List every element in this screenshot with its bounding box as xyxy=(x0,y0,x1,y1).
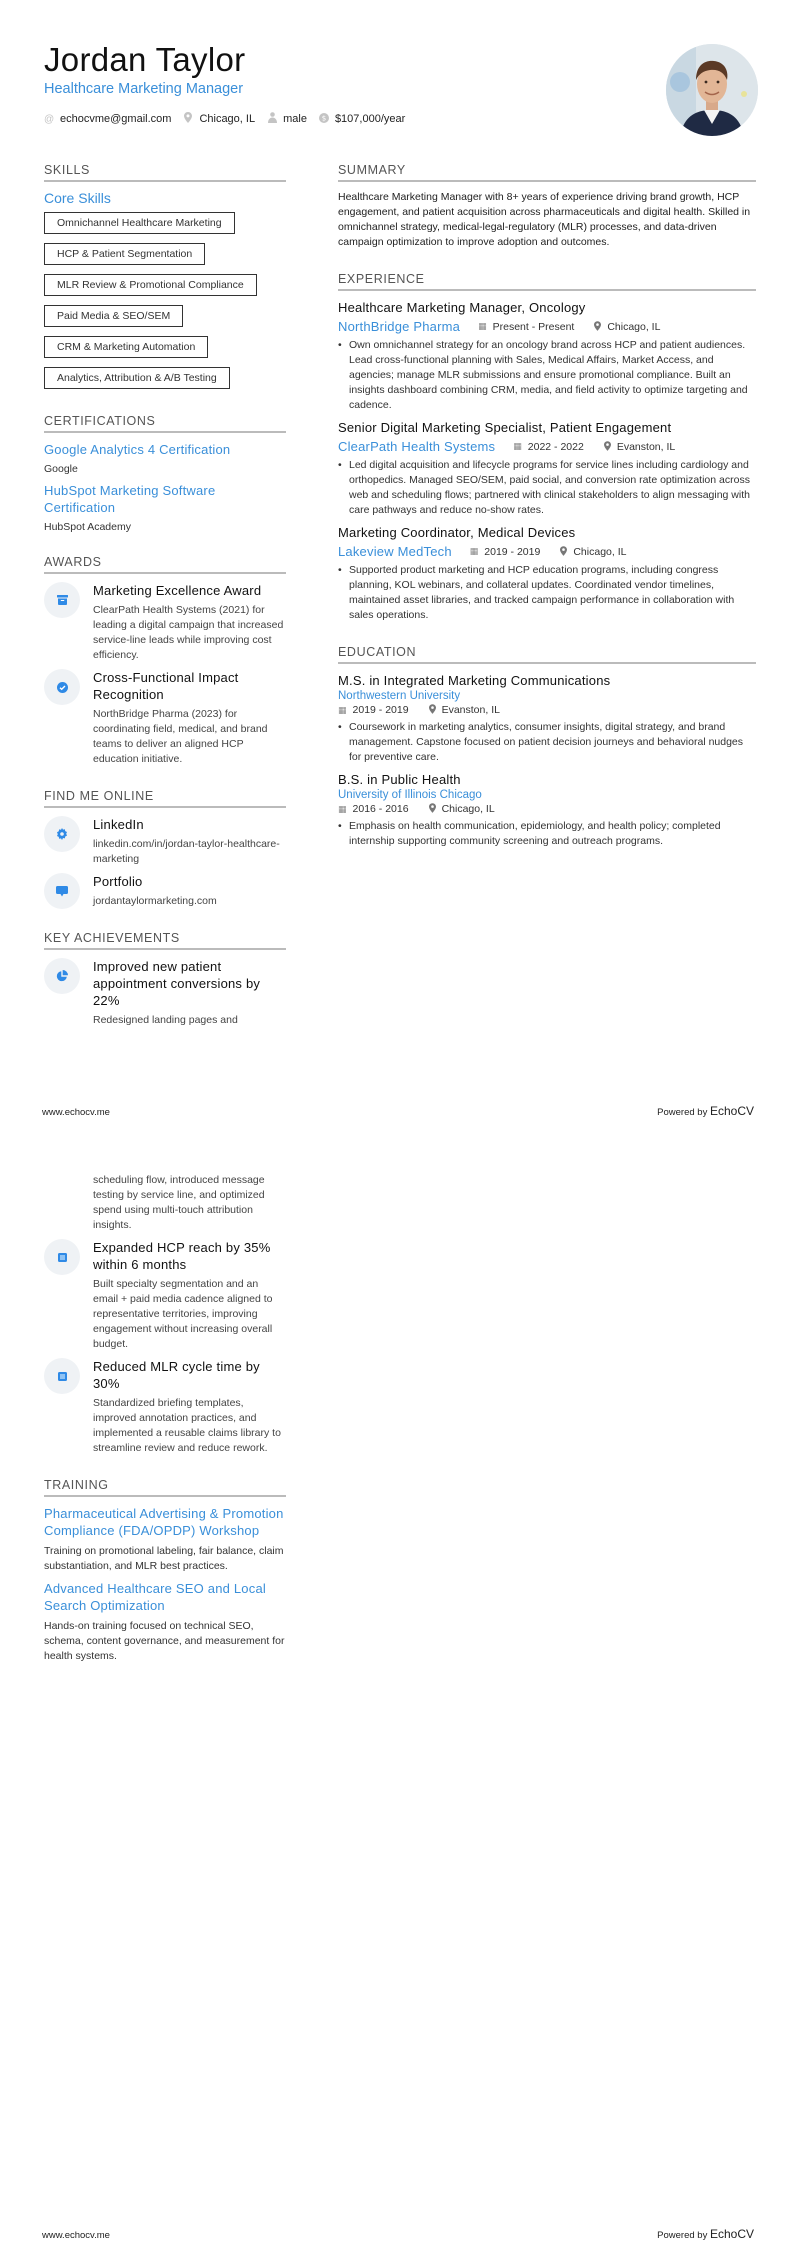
footer-brand[interactable]: EchoCV xyxy=(709,2227,754,2241)
edu-location: Evanston, IL xyxy=(441,704,500,716)
section-title-education: EDUCATION xyxy=(338,645,756,664)
training-name: Pharmaceutical Advertising & Promotion Compliance (FDA/OPDP) Workshop xyxy=(44,1506,284,1538)
certification-issuer: Google xyxy=(44,463,78,475)
job-title: Senior Digital Marketing Specialist, Patient Engagement xyxy=(338,420,672,435)
award-desc: NorthBridge Pharma (2023) for coordinating field, medical, and brand teams to deliver an aligned HCP education initiative. xyxy=(93,708,268,765)
company-name: NorthBridge Pharma xyxy=(338,319,461,334)
achievement-item-continued xyxy=(44,1173,286,1233)
certifications-section xyxy=(44,414,286,533)
achievement-desc: Redesigned landing pages and xyxy=(93,1014,238,1026)
job-location: Evanston, IL xyxy=(616,440,676,453)
at-icon: @ xyxy=(44,113,55,125)
calendar-icon: ▦ xyxy=(469,546,479,556)
certification-name: Google Analytics 4 Certification xyxy=(44,442,231,457)
skill-tag: Omnichannel Healthcare Marketing xyxy=(44,212,235,234)
job-description: Led digital acquisition and lifecycle programs for service lines including cardiology and orthopedics. Managed SEO/SEM, paid social, and conversion rate optimization across web and scheduling flows; partnered with clinical stakeholders to align messaging with care pathways and reduce no-show rates. xyxy=(349,459,750,516)
achievement-title: Reduced MLR cycle time by 30% xyxy=(93,1359,260,1391)
online-item-linkedin[interactable] xyxy=(44,816,286,867)
achievement-item xyxy=(44,958,286,1028)
education-item xyxy=(338,771,756,849)
achievement-desc: Standardized briefing templates, improved annotation practices, and implemented a reusable claims library to streamline review and reduce rework. xyxy=(93,1397,281,1454)
award-title: Cross-Functional Impact Recognition xyxy=(93,670,239,702)
section-title-training: TRAINING xyxy=(44,1478,286,1497)
awards-section xyxy=(44,555,286,767)
salary-text: $107,000/year xyxy=(334,113,406,125)
contact-row xyxy=(44,112,644,126)
location-pin-icon xyxy=(594,321,601,333)
skill-tag: Analytics, Attribution & A/B Testing xyxy=(44,367,230,389)
avatar xyxy=(666,44,758,136)
footer-site-link[interactable]: www.echocv.me xyxy=(42,2230,110,2241)
school-name: Northwestern University xyxy=(338,690,461,702)
achievement-desc: Built specialty segmentation and an email + paid media cadence aligned to representative territories, improving engagement without increasing overall budget. xyxy=(93,1278,273,1350)
archive-box-icon xyxy=(44,582,80,618)
contact-gender xyxy=(267,112,307,126)
resume-header xyxy=(44,40,644,126)
section-title-achievements: KEY ACHIEVEMENTS xyxy=(44,931,286,950)
contact-salary xyxy=(319,113,405,126)
job-title: Marketing Coordinator, Medical Devices xyxy=(338,525,576,540)
dollar-circle-icon xyxy=(319,113,329,126)
footer-powered-by: Powered by xyxy=(657,1107,708,1118)
online-link[interactable]: jordantaylormarketing.com xyxy=(93,895,217,907)
footer-brand[interactable]: EchoCV xyxy=(709,1104,754,1118)
bullet-dot: • xyxy=(338,339,342,351)
education-section xyxy=(338,645,756,849)
job-description: Supported product marketing and HCP education programs, including congress planning, KOL webinars, and collateral updates. Coordinated vendor timelines, maintained asset libraries, and tracked campaign performance in collaboration with sales operations. xyxy=(349,564,735,621)
education-item xyxy=(338,672,756,765)
experience-item xyxy=(338,524,756,623)
calendar-icon: ▦ xyxy=(478,321,487,331)
online-item-portfolio[interactable] xyxy=(44,873,286,909)
summary-section xyxy=(338,163,756,250)
person-icon xyxy=(267,112,277,126)
check-circle-icon xyxy=(44,669,80,705)
right-column-page-1 xyxy=(338,163,756,855)
experience-item xyxy=(338,299,756,413)
online-title: LinkedIn xyxy=(93,817,144,832)
experience-section xyxy=(338,272,756,623)
left-column-page-2 xyxy=(44,1173,286,1670)
page-footer-2 xyxy=(42,2227,754,2241)
section-title-summary: SUMMARY xyxy=(338,163,756,182)
job-location: Chicago, IL xyxy=(607,320,661,333)
skills-section xyxy=(44,163,286,398)
job-location: Chicago, IL xyxy=(573,545,627,558)
section-title-online: FIND ME ONLINE xyxy=(44,789,286,808)
location-text: Chicago, IL xyxy=(199,113,256,125)
training-desc: Training on promotional labeling, fair balance, claim substantiation, and MLR best practices. xyxy=(44,1545,284,1572)
email-text: echocvme@gmail.com xyxy=(60,113,172,125)
candidate-title: Healthcare Marketing Manager xyxy=(44,81,244,97)
online-title: Portfolio xyxy=(93,874,143,889)
achievement-item xyxy=(44,1239,286,1352)
footer-site-link[interactable]: www.echocv.me xyxy=(42,1107,110,1118)
key-achievements-section xyxy=(44,931,286,1028)
job-title: Healthcare Marketing Manager, Oncology xyxy=(338,300,586,315)
edu-description: Emphasis on health communication, epidemiology, and health policy; completed internship supporting community screening and outreach programs. xyxy=(349,820,721,847)
company-name: Lakeview MedTech xyxy=(338,544,452,559)
location-pin-icon xyxy=(604,441,611,453)
pie-chart-icon xyxy=(44,958,80,994)
online-link[interactable]: linkedin.com/in/jordan-taylor-healthcare-marketing xyxy=(93,838,280,865)
job-dates: 2019 - 2019 xyxy=(484,545,541,558)
bullet-dot: • xyxy=(338,459,342,471)
location-pin-icon xyxy=(560,546,567,558)
section-title-experience: EXPERIENCE xyxy=(338,272,756,291)
summary-text: Healthcare Marketing Manager with 8+ years of experience driving brand growth, HCP engagement, and patient acquisition across pharmaceuticals and digital health. Skilled in omnichannel strategy, medical-legal-regulatory (MLR) processes, and data-driven campaign optimization to improve adoption and outcomes. xyxy=(338,191,751,248)
find-me-online-section xyxy=(44,789,286,909)
section-title-skills: SKILLS xyxy=(44,163,286,182)
skill-tag: CRM & Marketing Automation xyxy=(44,336,208,358)
skill-tag: Paid Media & SEO/SEM xyxy=(44,305,183,327)
job-dates: Present - Present xyxy=(492,320,575,333)
edu-dates: 2016 - 2016 xyxy=(352,803,409,815)
award-title: Marketing Excellence Award xyxy=(93,583,262,598)
training-section xyxy=(44,1478,286,1664)
bullet-dot: • xyxy=(338,564,342,576)
skill-tag: HCP & Patient Segmentation xyxy=(44,243,205,265)
calendar-icon: ▦ xyxy=(338,803,347,814)
footer-powered-by: Powered by xyxy=(657,2230,708,2241)
calendar-icon: ▦ xyxy=(338,704,347,715)
bullet-dot: • xyxy=(338,820,342,832)
location-pin-icon xyxy=(183,112,193,126)
section-title-awards: AWARDS xyxy=(44,555,286,574)
award-item xyxy=(44,669,286,767)
edu-description: Coursework in marketing analytics, consumer insights, digital strategy, and brand management. Capstone focused on patient decision journeys and behavioral nudges for preventive care. xyxy=(349,721,744,763)
award-item xyxy=(44,582,286,663)
training-desc: Hands-on training focused on technical SEO, schema, content governance, and measurement for health systems. xyxy=(44,1620,285,1662)
job-description: Own omnichannel strategy for an oncology brand across HCP and patient audiences. Lead cross-functional planning with Sales, Medical Affairs, Market Access, and agencies; manage MLR submissions and ensure promotional compliance. Built an insights dashboard combining CRM, media, and field activity to optimize targeting and cadence. xyxy=(349,339,748,411)
edu-location: Chicago, IL xyxy=(441,803,495,815)
contact-email[interactable] xyxy=(44,113,171,125)
gender-text: male xyxy=(283,113,307,125)
degree-title: M.S. in Integrated Marketing Communications xyxy=(338,673,611,688)
chip-icon xyxy=(44,1358,80,1394)
experience-item xyxy=(338,419,756,518)
chat-bubble-icon xyxy=(44,873,80,909)
certification-name: HubSpot Marketing Software Certification xyxy=(44,483,216,515)
location-pin-icon xyxy=(429,704,436,716)
achievement-title: Expanded HCP reach by 35% within 6 months xyxy=(93,1240,271,1272)
left-column-page-1 xyxy=(44,163,286,1034)
contact-location xyxy=(183,112,255,126)
achievement-title: Improved new patient appointment conversions by 22% xyxy=(93,959,261,1008)
job-dates: 2022 - 2022 xyxy=(527,440,584,453)
achievement-item xyxy=(44,1358,286,1456)
edu-dates: 2019 - 2019 xyxy=(352,704,409,716)
resume-page-2 xyxy=(0,1123,794,2246)
location-pin-icon xyxy=(429,803,436,815)
bullet-dot: • xyxy=(338,721,342,733)
chip-icon xyxy=(44,1239,80,1275)
training-name: Advanced Healthcare SEO and Local Search Optimization xyxy=(44,1581,266,1613)
candidate-name: Jordan Taylor xyxy=(44,41,246,78)
degree-title: B.S. in Public Health xyxy=(338,772,461,787)
skill-tag: MLR Review & Promotional Compliance xyxy=(44,274,257,296)
skills-group-title: Core Skills xyxy=(44,190,111,206)
achievement-desc: scheduling flow, introduced message testing by service line, and optimized spend using multi-touch attribution insights. xyxy=(93,1174,265,1231)
page-footer-1 xyxy=(42,1104,754,1118)
calendar-icon: ▦ xyxy=(513,441,522,451)
section-title-certifications: CERTIFICATIONS xyxy=(44,414,286,433)
company-name: ClearPath Health Systems xyxy=(338,439,496,454)
school-name: University of Illinois Chicago xyxy=(338,789,482,801)
svg-text:$: $ xyxy=(321,114,327,123)
certification-issuer: HubSpot Academy xyxy=(44,521,131,533)
award-desc: ClearPath Health Systems (2021) for leading a digital campaign that increased service-line leads while improving cost efficiency. xyxy=(93,604,284,661)
gear-icon xyxy=(44,816,80,852)
